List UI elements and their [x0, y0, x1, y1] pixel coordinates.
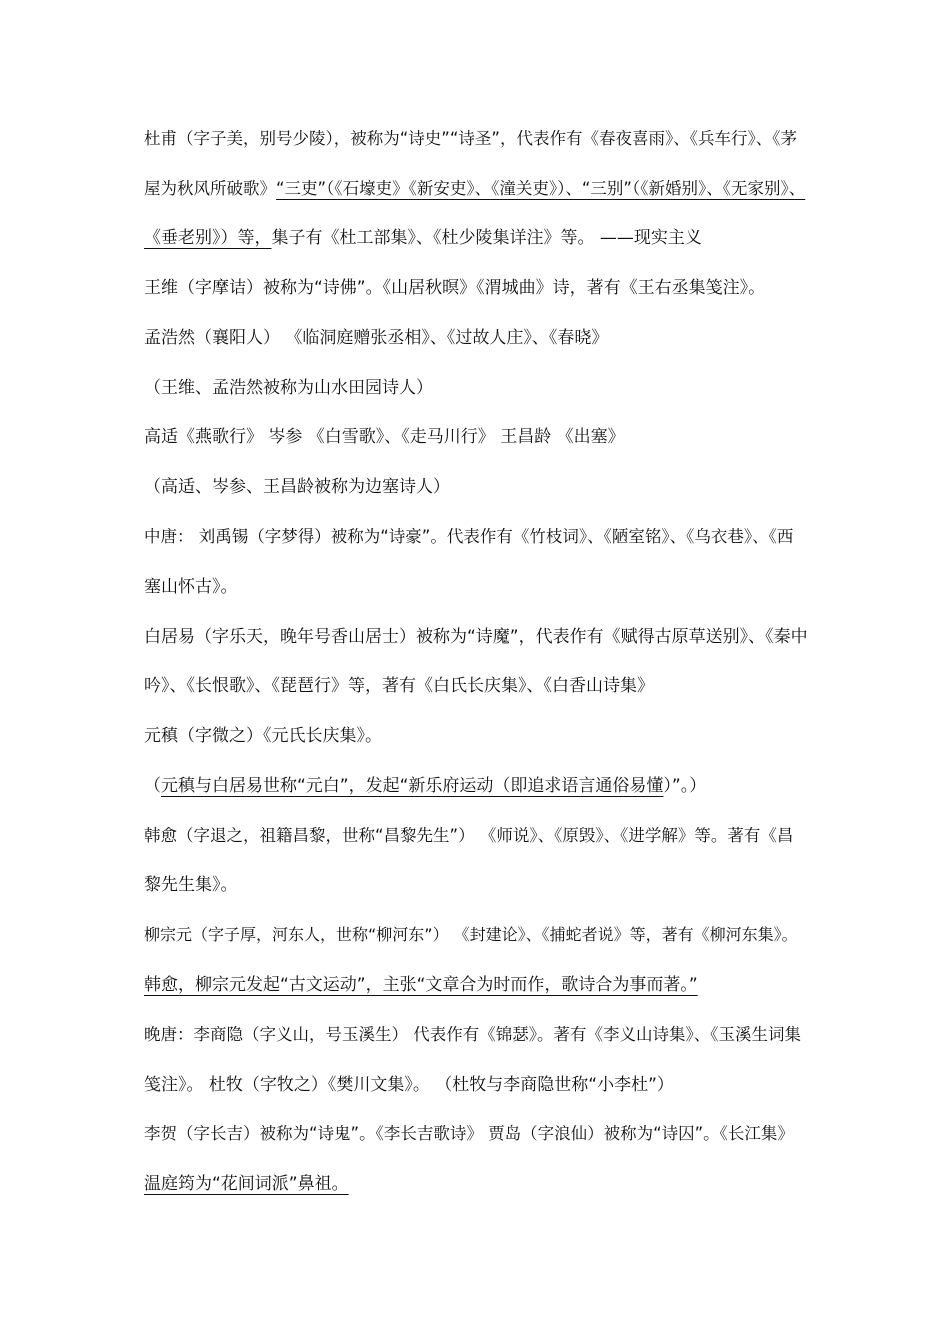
text-span: 柳宗元（字子厚，河东人，世称“柳河东”） 《封建论》、《捕蛇者说》等，著有《柳河东集》。	[144, 925, 798, 944]
text-line	[144, 178, 812, 200]
text-span: （高适、岑参、王昌龄被称为边塞诗人）	[144, 477, 450, 497]
text-line	[144, 476, 812, 498]
text-line	[144, 1173, 812, 1195]
text-span: 屋为秋风所破歌》	[144, 179, 276, 198]
text-span: 集子有《杜工部集》、《杜少陵集详注》等。 ——现实主义	[271, 228, 702, 248]
text-span: 白居易（字乐天，晚年号香山居士）被称为“诗魔”，代表作有《赋得古原草送别》、《秦中	[144, 627, 808, 647]
text-line	[144, 725, 812, 747]
text-line	[144, 1024, 812, 1046]
text-line	[144, 128, 812, 150]
text-span: 孟浩然（襄阳人） 《临洞庭赠张丞相》、《过故人庄》、《春晓》	[144, 328, 609, 348]
text-line	[144, 526, 812, 548]
text-span: （	[144, 776, 161, 796]
text-line	[144, 924, 812, 946]
text-span: 元稹（字微之）《元氏长庆集》。	[144, 726, 382, 746]
text-span: （王维、孟浩然被称为山水田园诗人）	[144, 378, 433, 398]
text-line	[144, 775, 812, 797]
text-span: 塞山怀古》。	[144, 577, 238, 597]
text-span: ）”。）	[663, 776, 707, 796]
text-line	[144, 1074, 812, 1096]
underlined-text: 元稹与白居易世称“元白”，发起“新乐府运动（即追求语言通俗易懂	[161, 776, 664, 796]
text-span: 韩愈（字退之，祖籍昌黎，世称“昌黎先生”） 《师说》、《原毁》、《进学解》等。著有《昌	[144, 826, 794, 845]
text-line	[144, 874, 812, 896]
text-span: 王维（字摩诘）被称为“诗佛”。《山居秋暝》《渭城曲》诗，著有《王右丞集笺注》。	[144, 278, 766, 298]
text-line	[144, 426, 812, 448]
text-span: 黎先生集》。	[144, 875, 238, 895]
text-line	[144, 576, 812, 598]
text-span: 笺注》。 杜牧（字牧之）《樊川文集》。 （杜牧与李商隐世称“小李杜”）	[144, 1075, 674, 1095]
text-line	[144, 277, 812, 299]
underlined-text: “三吏”（《石壕吏》《新安吏》、《潼关吏》）、“三别”（《新婚别》、《无家别》、	[276, 179, 806, 198]
text-line	[144, 327, 812, 349]
text-span: 吟》、《长恨歌》、《琵琶行》等，著有《白氏长庆集》、《白香山诗集》	[144, 676, 654, 696]
text-line	[144, 1123, 812, 1145]
underlined-text: 韩愈，柳宗元发起“古文运动”，主张“文章合为时而作，歌诗合为事而著。”	[144, 975, 698, 995]
text-span: 杜甫（字子美，别号少陵），被称为“诗史”“诗圣”，代表作有《春夜喜雨》、《兵车行》、《茅	[144, 129, 797, 148]
underlined-text: 《垂老别》）等，	[144, 228, 272, 248]
text-span: 晚唐：李商隐（字义山，号玉溪生） 代表作有《锦瑟》。著有《李义山诗集》、《玉溪生词集	[144, 1025, 801, 1044]
text-line	[144, 377, 812, 399]
underlined-text: 温庭筠为“花间词派”鼻祖。	[144, 1174, 349, 1194]
text-line	[144, 626, 812, 648]
text-line	[144, 675, 812, 697]
text-span: 中唐： 刘禹锡（字梦得）被称为“诗豪”。代表作有《竹枝词》、《陋室铭》、《乌衣巷》、《西	[144, 527, 794, 546]
text-line	[144, 227, 812, 249]
text-line	[144, 974, 812, 996]
text-line	[144, 825, 812, 847]
text-span: 高适《燕歌行》 岑参 《白雪歌》、《走马川行》 王昌龄 《出塞》	[144, 427, 625, 447]
text-span: 李贺（字长吉）被称为“诗鬼”。《李长吉歌诗》 贾岛（字浪仙）被称为“诗囚”。《长江集》	[144, 1124, 794, 1143]
